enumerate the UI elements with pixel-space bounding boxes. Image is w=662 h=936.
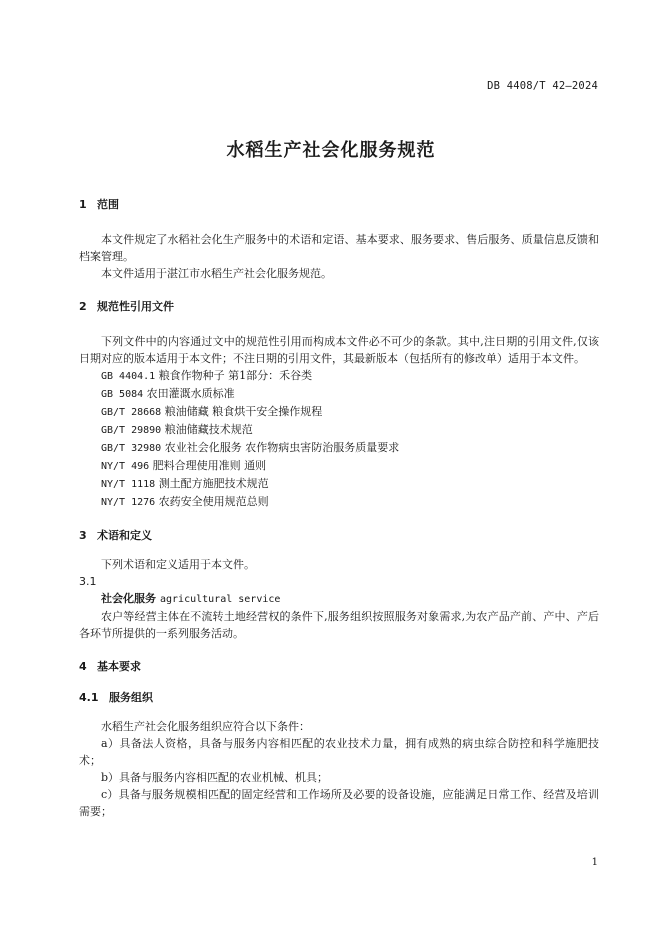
term-chinese: 社会化服务 — [101, 592, 156, 605]
reference-name: 测土配方施肥技术规范 — [158, 477, 269, 490]
reference-item — [79, 421, 599, 439]
reference-item — [79, 367, 599, 385]
section-heading-1 — [79, 196, 599, 213]
reference-name: 农业社会化服务 农作物病虫害防治服务质量要求 — [164, 441, 400, 454]
term-name — [79, 590, 599, 608]
document-title: 水稻生产社会化服务规范 — [226, 140, 436, 161]
section-number: 3 — [79, 529, 87, 542]
section-title: 术语和定义 — [97, 529, 152, 542]
section-heading-2 — [79, 298, 599, 315]
paragraph: 水稻生产社会化服务组织应符合以下条件： — [101, 720, 310, 733]
section-heading-4 — [79, 658, 599, 675]
reference-name: 肥料合理使用准则 通则 — [152, 459, 267, 472]
section-heading-3 — [79, 527, 599, 544]
reference-code: NY/T 496 — [101, 461, 150, 472]
reference-item — [79, 493, 599, 511]
reference-name: 粮油储藏技术规范 — [164, 423, 253, 436]
paragraph: 本文件规定了水稻社会化生产服务中的术语和定语、基本要求、服务要求、售后服务、质量信息反馈和档案管理。 — [79, 233, 599, 263]
list-item: a）具备法人资格，具备与服务内容相匹配的农业技术力量，拥有成熟的病虫综合防控和科学施肥技术； — [79, 737, 599, 767]
section-number: 2 — [79, 300, 87, 313]
paragraph: 下列术语和定义适用于本文件。 — [101, 558, 255, 571]
list-item: b）具备与服务内容相匹配的农业机械、机具； — [101, 771, 329, 784]
section-number: 1 — [79, 198, 87, 211]
paragraph: 本文件适用于湛江市水稻生产社会化服务规范。 — [101, 267, 332, 280]
list-item: c）具备与服务规模相匹配的固定经营和工作场所及必要的设备设施，应能满足日常工作、经营及培训需要； — [79, 788, 599, 818]
reference-item — [79, 475, 599, 493]
reference-code: NY/T 1276 — [101, 497, 156, 508]
section-title: 基本要求 — [97, 660, 141, 673]
reference-item — [79, 439, 599, 457]
term-definition: 农户等经营主体在不流转土地经营权的条件下,服务组织按照服务对象需求,为农产品产前、产中、产后各环节所提供的一系列服务活动。 — [79, 610, 599, 640]
reference-name: 粮食作物种子 第1部分：禾谷类 — [158, 369, 313, 382]
term-english: agricultural service — [160, 594, 281, 605]
subsection-number: 4.1 — [79, 691, 99, 704]
section-title: 规范性引用文件 — [97, 300, 174, 313]
reference-item — [79, 385, 599, 403]
reference-code: GB/T 28668 — [101, 407, 162, 418]
section-number: 4 — [79, 660, 87, 673]
reference-code: NY/T 1118 — [101, 479, 156, 490]
reference-code: GB 4404.1 — [101, 371, 156, 382]
reference-name: 农药安全使用规范总则 — [158, 495, 269, 508]
term-number: 3.1 — [79, 575, 97, 588]
standard-code: DB 4408/T 42—2024 — [487, 80, 598, 92]
page-number: 1 — [591, 857, 598, 868]
subsection-title: 服务组织 — [109, 691, 153, 704]
reference-name: 粮油储藏 粮食烘干安全操作规程 — [164, 405, 323, 418]
subsection-heading-4-1 — [79, 689, 599, 706]
reference-code: GB 5084 — [101, 389, 144, 400]
reference-code: GB/T 29890 — [101, 425, 162, 436]
reference-name: 农田灌溉水质标准 — [146, 387, 235, 400]
paragraph: 下列文件中的内容通过文中的规范性引用而构成本文件必不可少的条款。其中,注日期的引用文件,仅该日期对应的版本适用于本文件；不注日期的引用文件，其最新版本（包括所有的修改单）适用于本文件。 — [79, 335, 599, 365]
reference-item — [79, 403, 599, 421]
section-title: 范围 — [97, 198, 119, 211]
reference-item — [79, 457, 599, 475]
document-body — [79, 196, 599, 820]
reference-code: GB/T 32980 — [101, 443, 162, 454]
